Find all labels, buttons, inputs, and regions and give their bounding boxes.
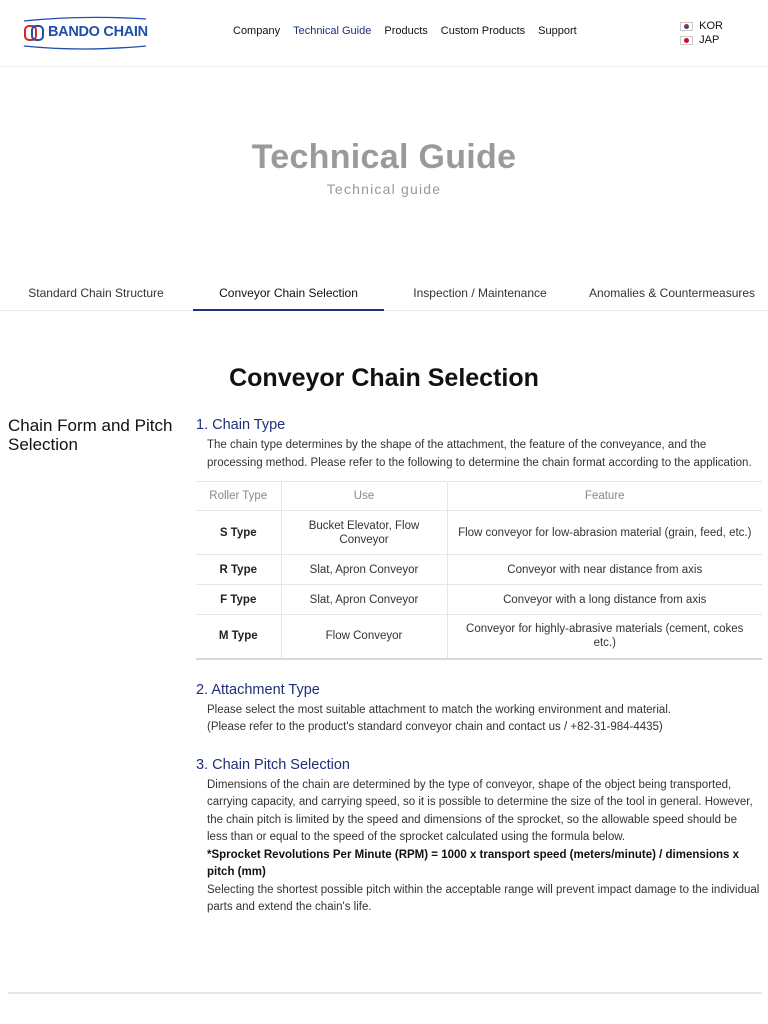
logo-text: BANDO CHAIN: [48, 24, 148, 40]
chain-type-body: The chain type determines by the shape of the attachment, the feature of the conveyance, and the processing method. Please refer to the following to determine the chain format according to the application.: [207, 439, 752, 469]
table-cell-type: R Type: [196, 555, 281, 585]
table-cell-type: S Type: [196, 511, 281, 555]
pitch-formula-text: *Sprocket Revolutions Per Minute (RPM) = 1000 x transport speed (meters/minute) / dimensions x pitch (mm): [207, 848, 740, 878]
table-cell-type: F Type: [196, 585, 281, 615]
pitch-formula: [196, 847, 762, 882]
table-row: [196, 555, 762, 585]
bando-chain-logo[interactable]: [22, 15, 148, 51]
site-header: [0, 0, 768, 67]
table-row: [196, 511, 762, 555]
tab-standard-chain-structure[interactable]: Standard Chain Structure: [28, 286, 164, 300]
table-cell-feature: Conveyor with near distance from axis: [447, 555, 762, 585]
table-header-roller-type: Roller Type: [196, 482, 281, 511]
pitch-selection-heading: 3. Chain Pitch Selection: [196, 756, 350, 773]
hero-subtitle: Technical guide: [326, 181, 442, 197]
tab-anomalies-countermeasures[interactable]: Anomalies & Countermeasures: [588, 286, 756, 300]
table-cell-use: Slat, Apron Conveyor: [281, 585, 447, 615]
main-nav: [233, 25, 590, 37]
table-cell-feature: Conveyor for highly-abrasive materials (cement, cokes etc.): [447, 615, 762, 659]
table-row: [196, 615, 762, 659]
table-header-feature: Feature: [447, 482, 762, 511]
table-row: [196, 585, 762, 615]
tab-conveyor-chain-selection[interactable]: Conveyor Chain Selection: [193, 278, 384, 311]
table-header-use: Use: [281, 482, 447, 511]
hero-title: Technical Guide: [251, 138, 517, 176]
lang-jap[interactable]: [680, 34, 723, 47]
section-title: Conveyor Chain Selection: [229, 364, 539, 392]
table-cell-use: Slat, Apron Conveyor: [281, 555, 447, 585]
lang-jap-label: JAP: [699, 34, 720, 46]
side-title: Chain Form and Pitch Selection: [8, 416, 173, 454]
tab-inspection-maintenance[interactable]: Inspection / Maintenance: [413, 286, 547, 300]
language-switcher: [680, 20, 723, 48]
nav-custom-products[interactable]: Custom Products: [440, 25, 526, 37]
roller-type-table: [196, 481, 762, 660]
nav-support[interactable]: Support: [538, 25, 577, 37]
table-cell-feature: Conveyor with a long distance from axis: [447, 585, 762, 615]
table-cell-use: Flow Conveyor: [281, 615, 447, 659]
lang-kor-label: KOR: [699, 20, 723, 32]
table-cell-use: Bucket Elevator, Flow Conveyor: [281, 511, 447, 555]
korea-flag-icon: [680, 22, 693, 31]
pitch-selection-note: Selecting the shortest possible pitch within the acceptable range will prevent impact damage to the individual parts and extend the chain's life.: [207, 883, 760, 913]
nav-products[interactable]: Products: [384, 25, 428, 37]
pitch-selection-body: Dimensions of the chain are determined by the type of conveyor, shape of the object being transported, carrying capacity, and carrying speed, so it is possible to determine the size of the tool in general. However, the chain pitch is limited by the speed and dimensions of the sprocket, so the allowable speed should be less than or equal to the speed of the sprocket calculated using the formula below.: [207, 778, 753, 843]
attachment-type-line2: (Please refer to the product's standard conveyor chain and contact us / +82-31-984-4435): [207, 721, 663, 733]
chain-link-icon: [24, 24, 44, 42]
attachment-type-heading: 2. Attachment Type: [196, 681, 320, 698]
footer-divider: [8, 992, 762, 994]
nav-company[interactable]: Company: [233, 25, 281, 37]
table-cell-type: M Type: [196, 615, 281, 659]
chain-type-heading: 1. Chain Type: [196, 417, 286, 433]
lang-kor[interactable]: [680, 20, 723, 33]
table-cell-feature: Flow conveyor for low-abrasion material (grain, feed, etc.): [447, 511, 762, 555]
attachment-type-line1: Please select the most suitable attachment to match the working environment and material.: [207, 703, 672, 716]
nav-technical-guide[interactable]: Technical Guide: [293, 25, 372, 37]
content-area: [196, 417, 762, 917]
section-tabs: [0, 278, 768, 311]
japan-flag-icon: [680, 36, 693, 45]
